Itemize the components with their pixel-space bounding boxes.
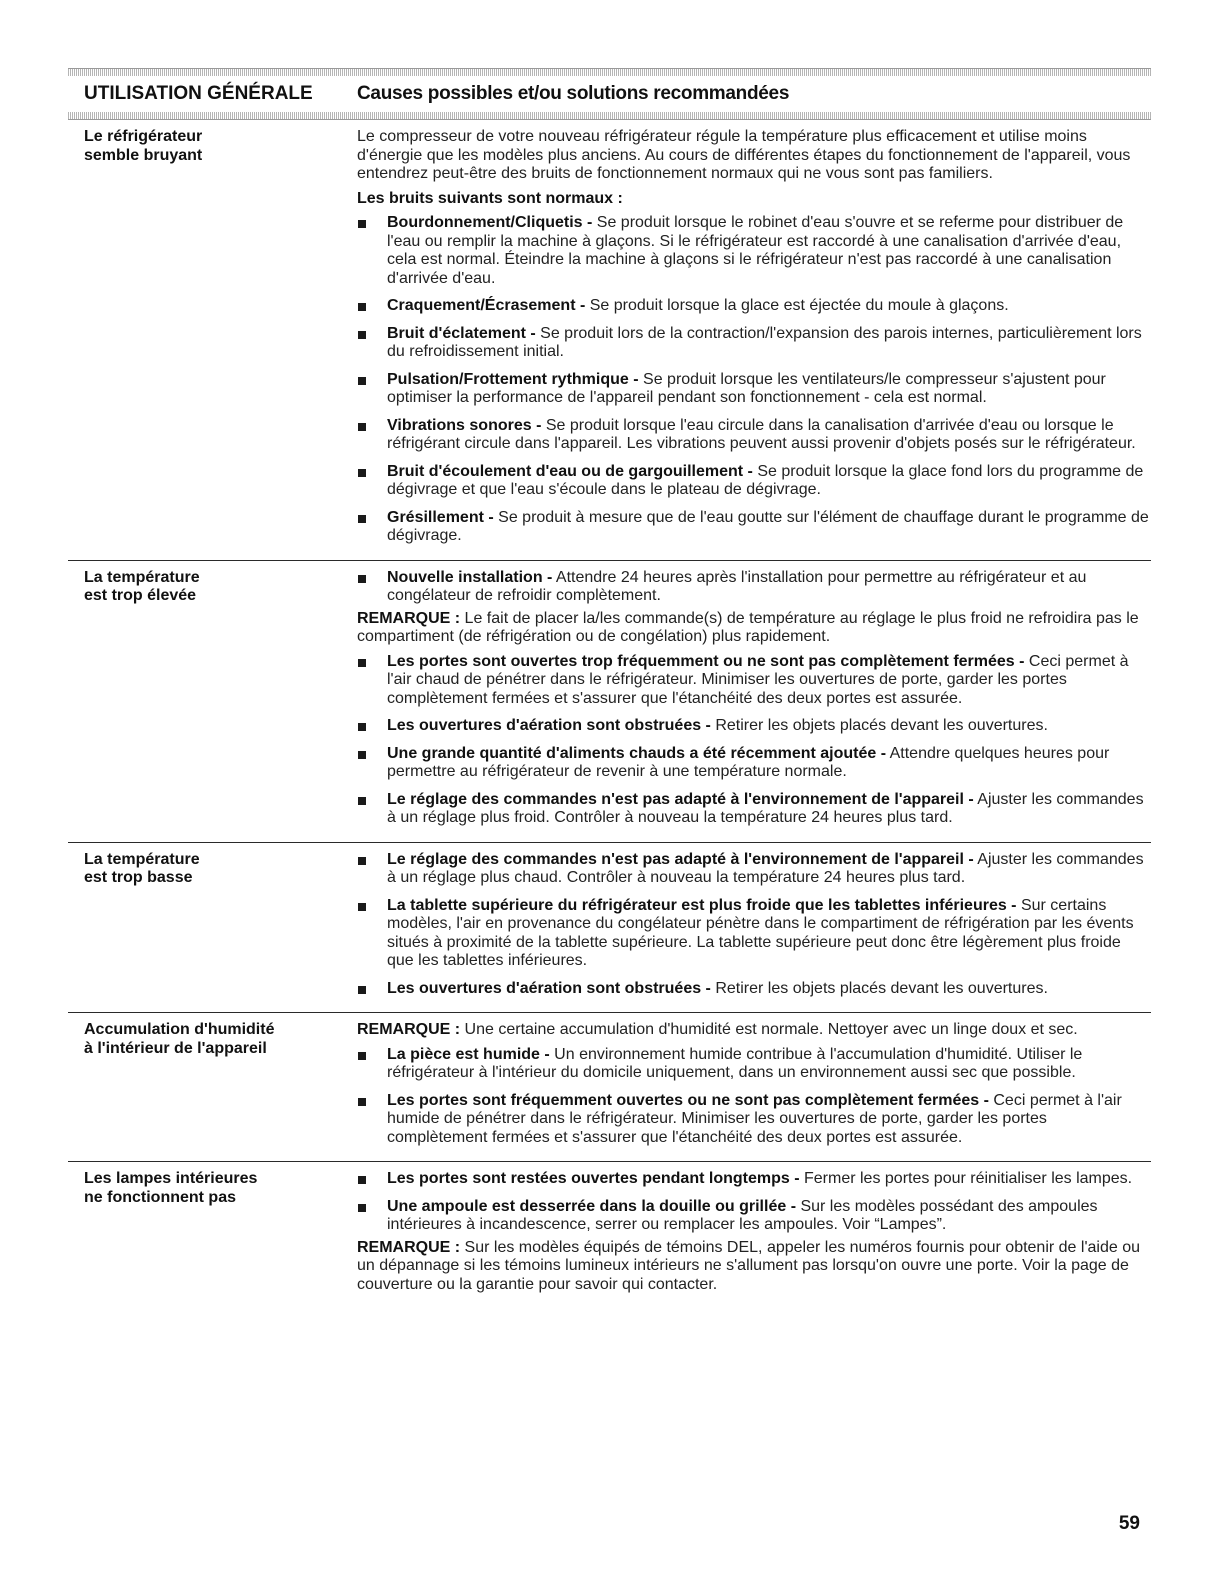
- problem-line: Le réfrigérateur: [84, 128, 203, 145]
- list-item: Une grande quantité d'aliments chauds a été récemment ajoutée - Attendre quelques heures pour permettre au réfrigérateur de revenir à une température normale.: [357, 745, 1151, 782]
- list-item: Les portes sont restées ouvertes pendant longtemps - Fermer les portes pour réinitialiser les lampes.: [357, 1170, 1151, 1189]
- table-row: [68, 120, 1151, 561]
- square-bullet-icon: [358, 469, 366, 477]
- list-item: La pièce est humide - Un environnement humide contribue à l'accumulation d'humidité. Utiliser le réfrigérateur à l'intérieur du domicile uniquement, dans un environnement aussi sec que possible.: [357, 1046, 1151, 1083]
- table-row: [68, 1162, 1151, 1310]
- solution-list: [357, 214, 1151, 546]
- square-bullet-icon: [358, 1204, 366, 1212]
- solution-list: [357, 653, 1151, 828]
- square-bullet-icon: [358, 1052, 366, 1060]
- square-bullet-icon: [358, 575, 366, 583]
- list-item: Le réglage des commandes n'est pas adapté à l'environnement de l'appareil - Ajuster les commandes à un réglage plus chaud. Contrôler à nouveau la température 24 heures plus tard.: [357, 851, 1151, 888]
- problem-cell: [68, 851, 357, 1003]
- solution-list: [357, 1170, 1151, 1235]
- square-bullet-icon: [358, 331, 366, 339]
- list-item: Bruit d'éclatement - Se produit lors de la contraction/l'expansion des parois internes, particulièrement lors du refroidissement initial.: [357, 325, 1151, 362]
- list-item: Le réglage des commandes n'est pas adapté à l'environnement de l'appareil - Ajuster les commandes à un réglage plus froid. Contrôler à nouveau la température 24 heures plus tard.: [357, 791, 1151, 828]
- problem-line: ne fonctionnent pas: [84, 1188, 236, 1206]
- table-header: [68, 76, 1151, 112]
- solution-cell: [357, 1170, 1151, 1300]
- list-item: Grésillement - Se produit à mesure que de l'eau goutte sur l'élément de chauffage durant le programme de dégivrage.: [357, 509, 1151, 546]
- table-row: [68, 1013, 1151, 1162]
- square-bullet-icon: [358, 377, 366, 385]
- header-problem: UTILISATION GÉNÉRALE: [84, 83, 313, 104]
- header-solutions: Causes possibles et/ou solutions recommandées: [357, 83, 790, 104]
- problem-line: semble bruyant: [84, 146, 203, 164]
- table-row: [68, 843, 1151, 1014]
- square-bullet-icon: [358, 723, 366, 731]
- square-bullet-icon: [358, 220, 366, 228]
- square-bullet-icon: [358, 797, 366, 805]
- top-rule: [68, 68, 1151, 76]
- problem-line: La température: [84, 568, 200, 586]
- square-bullet-icon: [358, 857, 366, 865]
- list-item: Bourdonnement/Cliquetis - Se produit lorsque le robinet d'eau s'ouvre et se referme pour distribuer de l'eau ou remplir la machine à glaçons. Si le réfrigérateur est raccordé à une canalisation d'arrivée d'eau, cela est normal. Éteindre la machine à glaçons si le réfrigérateur n'est pas raccordé à une canalisation d'arrivée d'eau.: [357, 214, 1151, 288]
- list-item: Les ouvertures d'aération sont obstruées - Retirer les objets placés devant les ouvertures.: [357, 717, 1151, 736]
- square-bullet-icon: [358, 659, 366, 667]
- note: REMARQUE : Une certaine accumulation d'humidité est normale. Nettoyer avec un linge doux et sec.: [357, 1021, 1078, 1038]
- solution-cell: [357, 1021, 1151, 1151]
- note: REMARQUE : Sur les modèles équipés de témoins DEL, appeler les numéros fournis pour obtenir de l'aide ou un dépannage si les témoins lumineux intérieurs ne s'allument pas lorsqu'on ouvre une porte. Voir la page de couverture ou la garantie pour savoir qui contacter.: [357, 1238, 1140, 1293]
- list-item: Vibrations sonores - Se produit lorsque l'eau circule dans la canalisation d'arrivée d'eau ou lorsque le réfrigérant circule dans l'appareil. Les vibrations peuvent aussi provenir d'objets posés sur le réfrigérateur.: [357, 417, 1151, 454]
- list-item: Pulsation/Frottement rythmique - Se produit lorsque les ventilateurs/le compresseur s'ajustent pour optimiser la performance de l'appareil pendant son fonctionnement - cela est normal.: [357, 371, 1151, 408]
- square-bullet-icon: [358, 515, 366, 523]
- square-bullet-icon: [358, 423, 366, 431]
- list-item: Craquement/Écrasement - Se produit lorsque la glace est éjectée du moule à glaçons.: [357, 297, 1151, 316]
- problem-cell: [68, 1021, 357, 1151]
- page-number: 59: [1118, 1513, 1140, 1534]
- problem-line: Accumulation d'humidité: [84, 1021, 275, 1038]
- list-item: La tablette supérieure du réfrigérateur est plus froide que les tablettes inférieures - Sur certains modèles, l'air en provenance du congélateur pénètre dans le compartiment de réfrigération par les évents situés à proximité de la tablette supérieure. La tablette supérieure peut donc être légèrement plus froide que les tablettes inférieures.: [357, 897, 1151, 971]
- header-rule: [68, 112, 1151, 120]
- square-bullet-icon: [358, 986, 366, 994]
- problem-line: La température: [84, 850, 200, 868]
- square-bullet-icon: [358, 751, 366, 759]
- problem-line: est trop basse: [84, 869, 193, 886]
- solution-cell: [357, 851, 1151, 1003]
- troubleshooting-page: [68, 68, 1151, 1310]
- list-item: Nouvelle installation - Attendre 24 heures après l'installation pour permettre au réfrigérateur et au congélateur de refroidir complètement.: [357, 569, 1151, 606]
- problem-cell: [68, 1170, 357, 1300]
- problem-line: à l'intérieur de l'appareil: [84, 1039, 267, 1057]
- solution-list: [357, 1046, 1151, 1148]
- list-item: Les portes sont ouvertes trop fréquemment ou ne sont pas complètement fermées - Ceci permet à l'air chaud de pénétrer dans le réfrigérateur. Minimiser les ouvertures de porte, garder les portes complètement fermées et s'assurer que l'étanchéité des deux portes est assurée.: [357, 653, 1151, 709]
- note: REMARQUE : Le fait de placer la/les commande(s) de température au réglage le plus froid ne refroidira pas le compartiment (de réfrigération ou de congélation) plus rapidement.: [357, 609, 1139, 645]
- intro-text: Le compresseur de votre nouveau réfrigérateur régule la température plus efficacement et utilise moins d'énergie que les modèles plus anciens. Au cours de différentes étapes du fonctionnement de l'appareil, vous entendrez peut-être des bruits de fonctionnement normaux qui ne vous sont pas familiers.: [357, 128, 1131, 182]
- solution-list: [357, 569, 1151, 606]
- problem-cell: [68, 128, 357, 550]
- solution-cell: [357, 128, 1151, 550]
- subhead: Les bruits suivants sont normaux :: [357, 189, 623, 207]
- solution-list: [357, 851, 1151, 999]
- square-bullet-icon: [358, 1098, 366, 1106]
- table-row: [68, 561, 1151, 843]
- square-bullet-icon: [358, 303, 366, 311]
- list-item: Les ouvertures d'aération sont obstruées - Retirer les objets placés devant les ouvertures.: [357, 980, 1151, 999]
- solution-cell: [357, 569, 1151, 832]
- list-item: Une ampoule est desserrée dans la douille ou grillée - Sur les modèles possédant des ampoules intérieures à incandescence, serrer ou remplacer les ampoules. Voir “Lampes”.: [357, 1198, 1151, 1235]
- problem-cell: [68, 569, 357, 832]
- list-item: Les portes sont fréquemment ouvertes ou ne sont pas complètement fermées - Ceci permet à l'air humide de pénétrer dans le réfrigérateur. Minimiser les ouvertures de porte, garder les portes complètement fermées et s'assurer que l'étanchéité des deux portes est assurée.: [357, 1092, 1151, 1148]
- square-bullet-icon: [358, 903, 366, 911]
- problem-line: est trop élevée: [84, 587, 197, 604]
- problem-line: Les lampes intérieures: [84, 1170, 258, 1187]
- square-bullet-icon: [358, 1176, 366, 1184]
- list-item: Bruit d'écoulement d'eau ou de gargouillement - Se produit lorsque la glace fond lors du programme de dégivrage et que l'eau s'écoule dans le plateau de dégivrage.: [357, 463, 1151, 500]
